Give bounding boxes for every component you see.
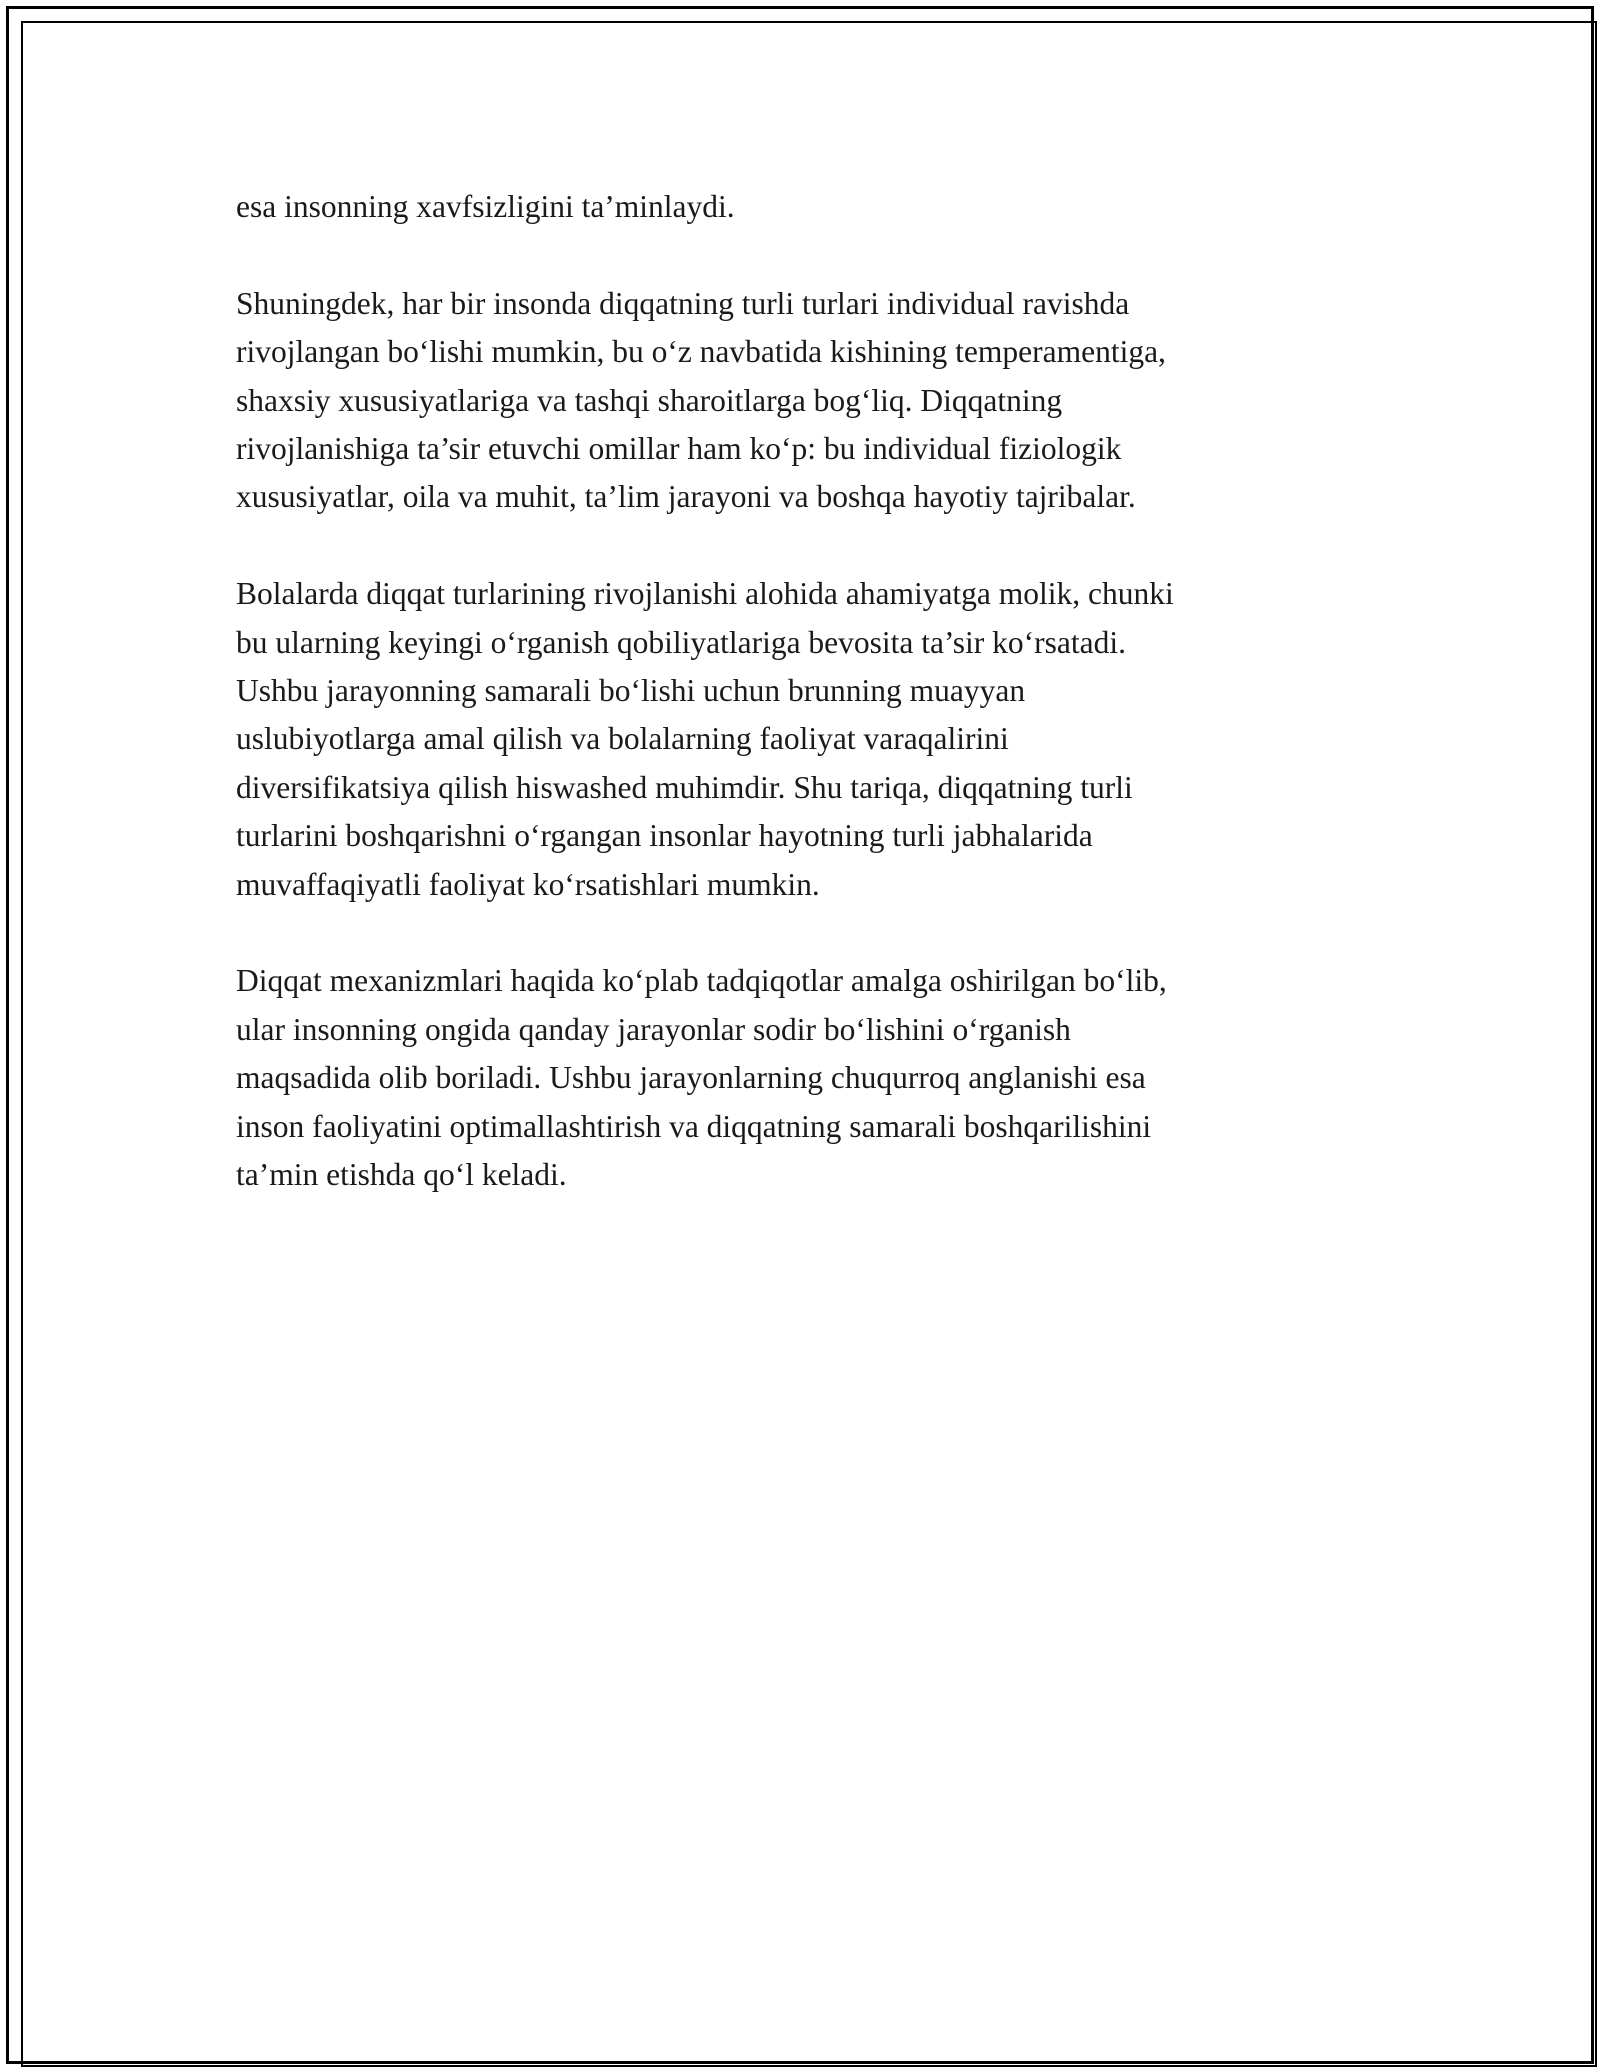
- text-line: ular insonning ongida qanday jarayonlar sodir bo‘lishini o‘rganish: [236, 1011, 1071, 1047]
- text-line: uslubiyotlarga amal qilish va bolalarning faoliyat varaqalirini: [236, 721, 1009, 757]
- text-line: Shuningdek, har bir insonda diqqatning turli turlari individual ravishda: [236, 285, 1130, 321]
- text-line: turlarini boshqarishni o‘rgangan insonlar hayotning turli jabhalarida: [236, 818, 1093, 854]
- text-line: diversifikatsiya qilish hiswashed muhimdir. Shu tariqa, diqqatning turli: [236, 769, 1133, 805]
- paragraph: [236, 280, 1366, 522]
- document-body: [236, 183, 1366, 1199]
- text-line: xususiyatlar, oila va muhit, ta’lim jarayoni va boshqa hayotiy tajribalar.: [236, 479, 1136, 515]
- text-line: esa insonning xavfsizligini ta’minlaydi.: [236, 189, 735, 224]
- text-line: ta’min etishda qo‘l keladi.: [236, 1157, 567, 1193]
- text-line: shaxsiy xususiyatlariga va tashqi sharoitlarga bog‘liq. Diqqatning: [236, 382, 1063, 418]
- text-line: bu ularning keyingi o‘rganish qobiliyatlariga bevosita ta’sir ko‘rsatadi.: [236, 624, 1126, 660]
- text-line: rivojlangan bo‘lishi mumkin, bu o‘z navbatida kishining temperamentiga,: [236, 334, 1166, 370]
- paragraph: [236, 570, 1366, 909]
- text-line: Ushbu jarayonning samarali bo‘lishi uchun brunning muayyan: [236, 673, 1026, 709]
- paragraph: [236, 957, 1366, 1199]
- text-line: maqsadida olib boriladi. Ushbu jarayonlarning chuqurroq anglanishi esa: [236, 1060, 1146, 1096]
- text-line: Bolalarda diqqat turlarining rivojlanishi alohida ahamiyatga molik, chunki: [236, 576, 1174, 612]
- text-line: muvaffaqiyatli faoliyat ko‘rsatishlari mumkin.: [236, 866, 820, 902]
- text-line: rivojlanishiga ta’sir etuvchi omillar ham ko‘p: bu individual fiziologik: [236, 431, 1122, 467]
- text-line: inson faoliyatini optimallashtirish va diqqatning samarali boshqarilishini: [236, 1108, 1152, 1144]
- paragraph: [236, 183, 1366, 231]
- text-line: Diqqat mexanizmlari haqida ko‘plab tadqiqotlar amalga oshirilgan bo‘lib,: [236, 963, 1167, 999]
